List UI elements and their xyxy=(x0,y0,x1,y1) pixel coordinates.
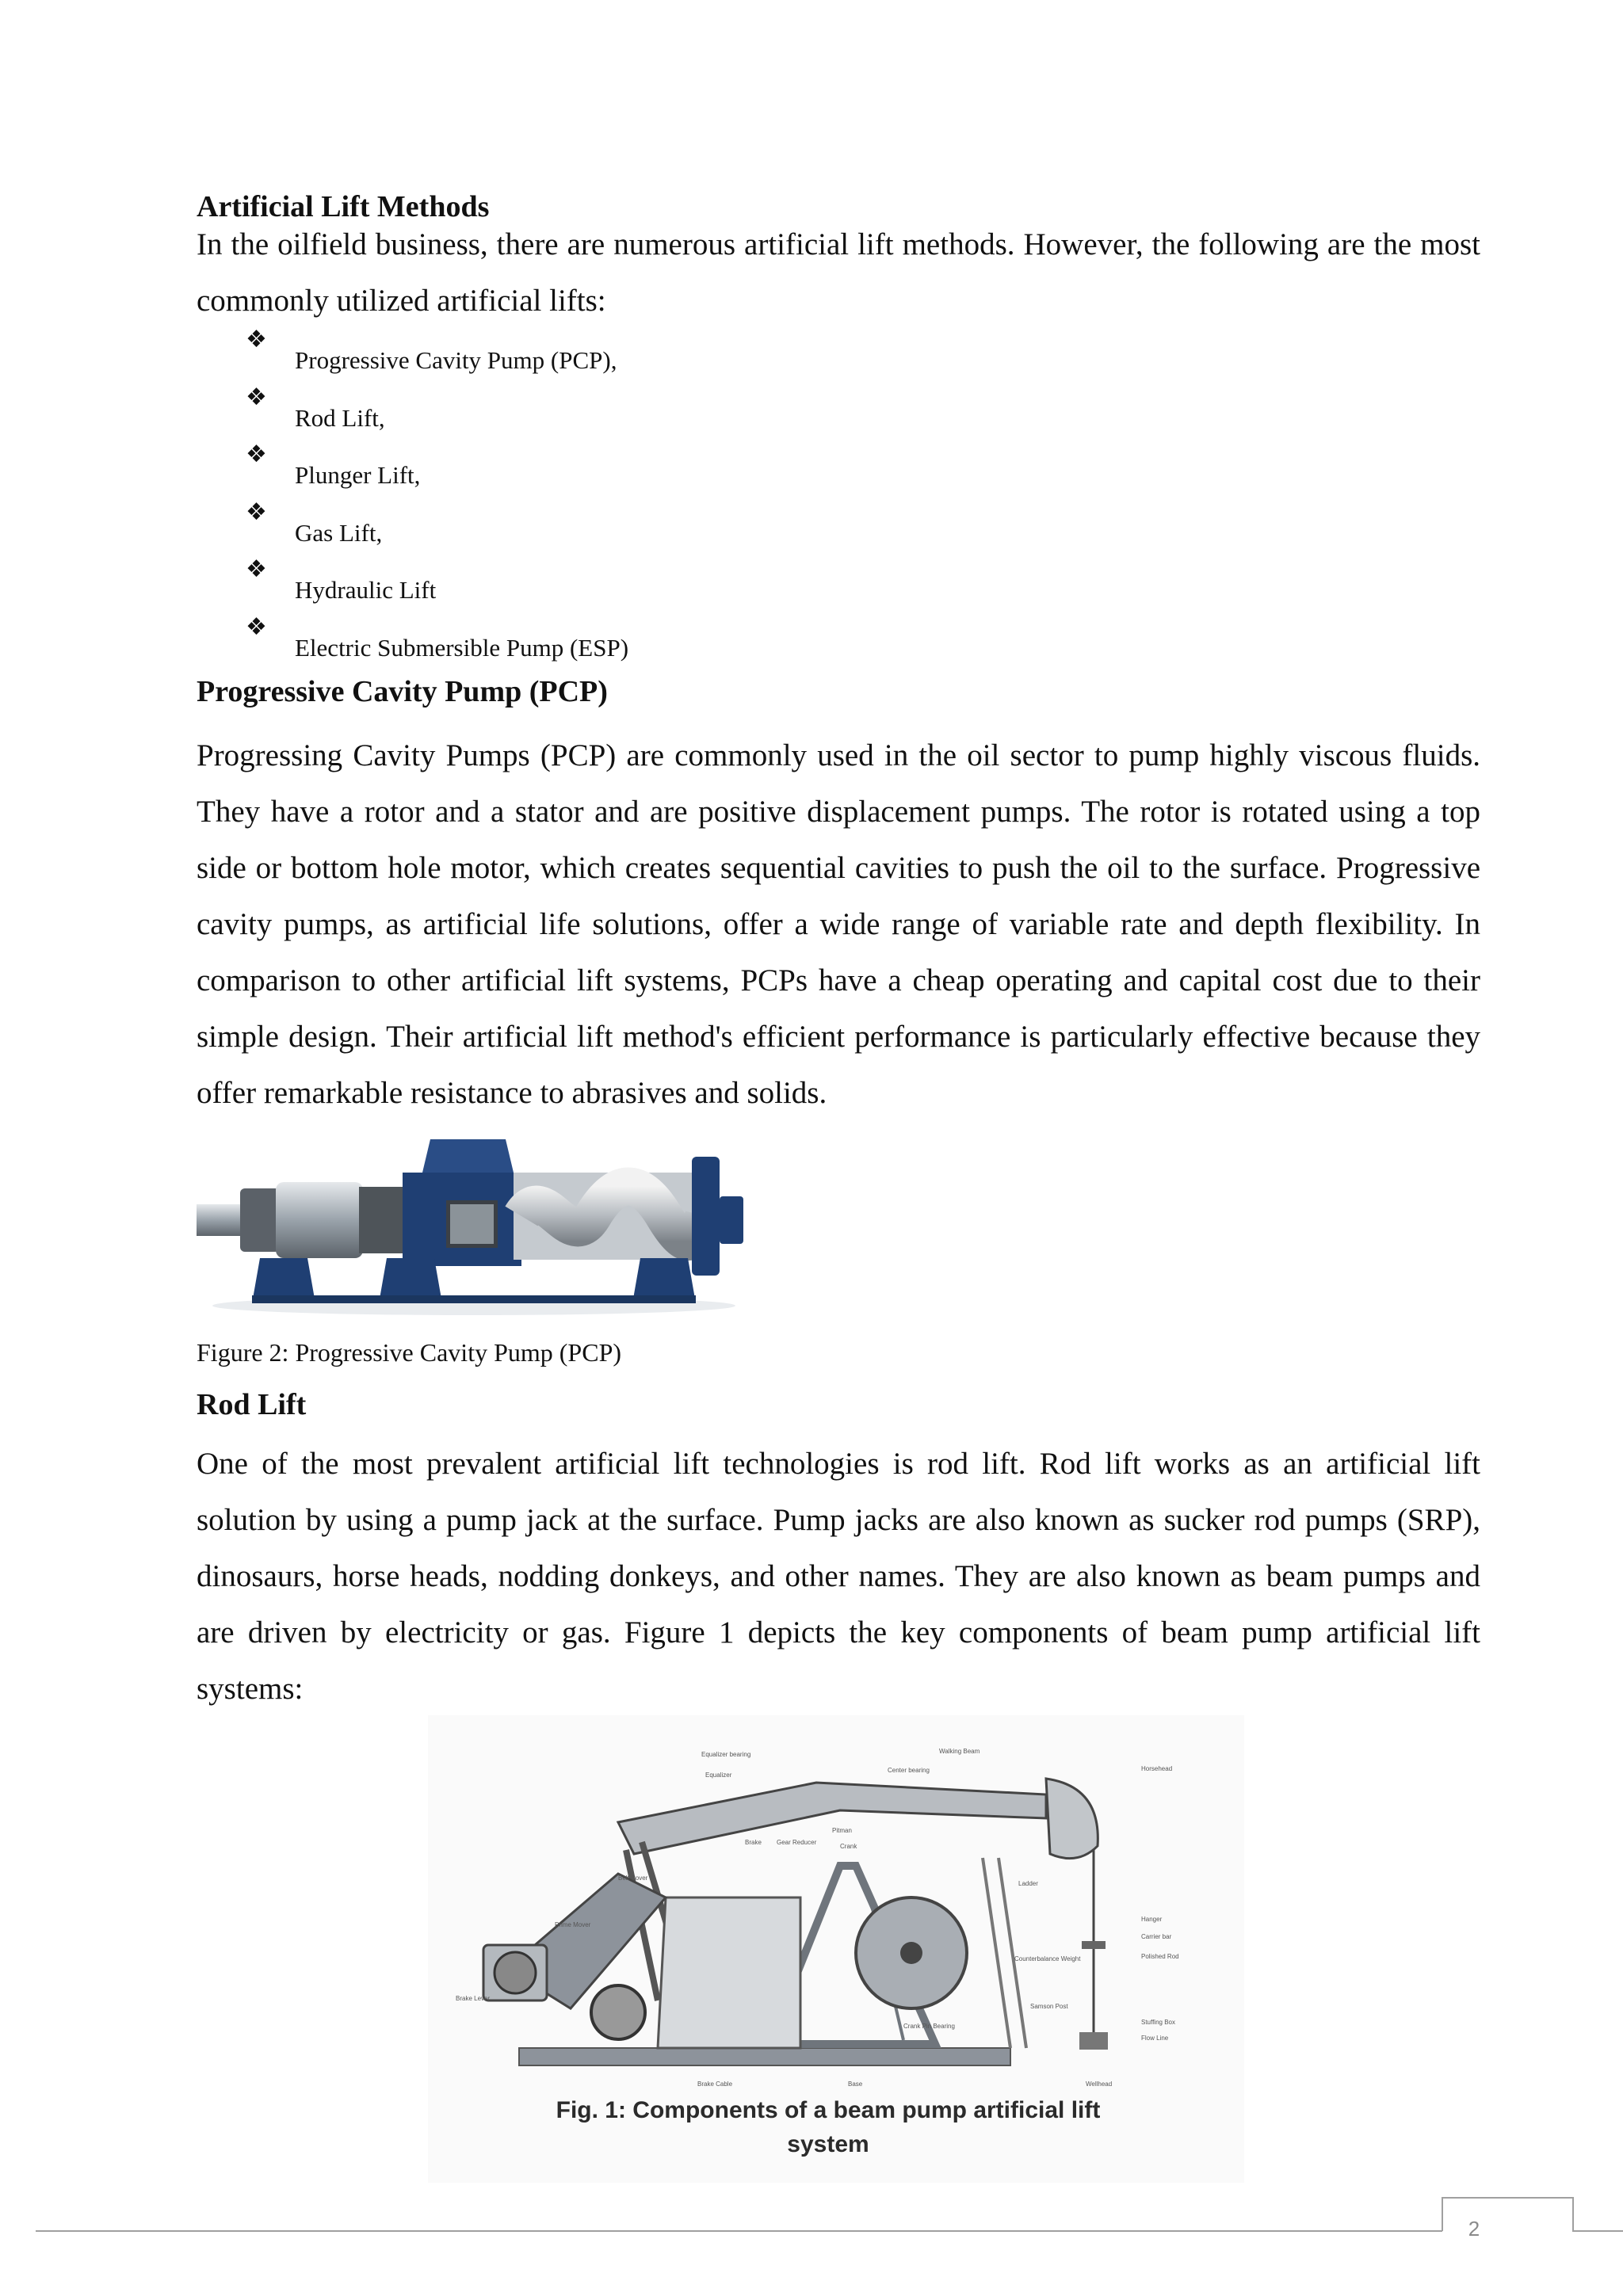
label-center-bearing: Center bearing xyxy=(888,1767,930,1774)
heading-artificial-lift-methods: Artificial Lift Methods xyxy=(197,190,490,223)
pcp-paragraph: Progressing Cavity Pumps (PCP) are commonly used in the oil sector to pump highly viscous fluids. They have a rotor and a stator and are positive displacement pumps. The rotor is rotated using a top side or bottom hole motor, which creates sequential cavities to push the oil to the surface. Progressive cavity pumps, as artificial life solutions, offer a wide range of variable rate and depth flexibility. In comparison to other artificial lift systems, PCPs have a cheap operating and capital cost due to their simple design. Their artificial lift method's efficient performance is particularly effective because they offer remarkable resistance to abrasives and solids. xyxy=(197,738,1480,1110)
label-walking-beam: Walking Beam xyxy=(939,1748,980,1755)
label-carrier-bar: Carrier bar xyxy=(1141,1933,1172,1940)
diamond-bullet-icon: ❖ xyxy=(246,498,267,526)
beam-pump-diagram xyxy=(428,1715,1244,2183)
label-flow-line: Flow Line xyxy=(1141,2035,1169,2042)
list-item: ❖ Hydraulic Lift xyxy=(246,555,437,604)
label-brake: Brake xyxy=(745,1839,762,1846)
label-counterbalance-weight: Counterbalance Weight xyxy=(1014,1955,1081,1962)
label-crank: Crank xyxy=(840,1843,857,1850)
label-stuffing-box: Stuffing Box xyxy=(1141,2019,1175,2026)
diamond-bullet-icon: ❖ xyxy=(246,612,267,641)
beam-figure-caption-line1: Fig. 1: Components of a beam pump artificial lift xyxy=(556,2097,1101,2123)
label-prime-mover: Prime Mover xyxy=(555,1921,591,1928)
lift-methods-list xyxy=(246,325,959,669)
page-footer xyxy=(0,2187,1623,2296)
rod-lift-paragraph: One of the most prevalent artificial lift technologies is rod lift. Rod lift works as an artificial lift solution by using a pump jack at the surface. Pump jacks are also known as sucker rod pumps (SRP), dinosaurs, horse heads, nodding donkeys, and other names. They are also known as beam pumps and are driven by electricity or gas. Figure 1 depicts the key components of beam pump artificial lift systems: xyxy=(197,1447,1480,1706)
label-polished-rod: Polished Rod xyxy=(1141,1953,1179,1960)
figure-2-caption: Figure 2: Progressive Cavity Pump (PCP) xyxy=(197,1338,622,1367)
label-gear-reducer: Gear Reducer xyxy=(777,1839,817,1846)
beam-figure-caption-line2: system xyxy=(787,2131,869,2157)
label-pitman: Pitman xyxy=(832,1827,852,1834)
label-brake-lever: Brake Lever xyxy=(456,1995,491,2002)
list-item: ❖ Rod Lift, xyxy=(246,383,385,432)
intro-paragraph: In the oilfield business, there are numerous artificial lift methods. However, the following are the most commonly utilized artificial lifts: xyxy=(197,227,1480,318)
label-ladder: Ladder xyxy=(1018,1880,1038,1887)
label-horsehead: Horsehead xyxy=(1141,1765,1173,1772)
diamond-bullet-icon: ❖ xyxy=(246,441,267,468)
label-belt-cover: Belt Cover xyxy=(618,1875,648,1882)
pcp-pump-image xyxy=(197,1125,751,1319)
list-item: ❖ Progressive Cavity Pump (PCP), xyxy=(246,326,617,374)
diamond-bullet-icon: ❖ xyxy=(246,555,267,583)
list-item: ❖ Electric Submersible Pump (ESP) xyxy=(246,612,629,662)
label-brake-cable: Brake Cable xyxy=(697,2081,733,2088)
label-equalizer: Equalizer xyxy=(705,1772,732,1779)
heading-rod-lift: Rod Lift xyxy=(197,1388,307,1421)
list-item: ❖ Gas Lift, xyxy=(246,498,383,547)
label-samson-post: Samson Post xyxy=(1030,2003,1068,2010)
diamond-bullet-icon: ❖ xyxy=(246,326,267,353)
label-wellhead: Wellhead xyxy=(1086,2081,1113,2088)
heading-pcp: Progressive Cavity Pump (PCP) xyxy=(197,675,608,708)
label-hanger: Hanger xyxy=(1141,1916,1163,1923)
diamond-bullet-icon: ❖ xyxy=(246,383,267,411)
label-crank-pin-bearing: Crank Pin Bearing xyxy=(903,2023,955,2030)
list-item: ❖ Plunger Lift, xyxy=(246,441,421,489)
page-number: 2 xyxy=(1468,2217,1480,2241)
label-equalizer-bearing: Equalizer bearing xyxy=(701,1751,751,1758)
label-base: Base xyxy=(848,2081,863,2088)
